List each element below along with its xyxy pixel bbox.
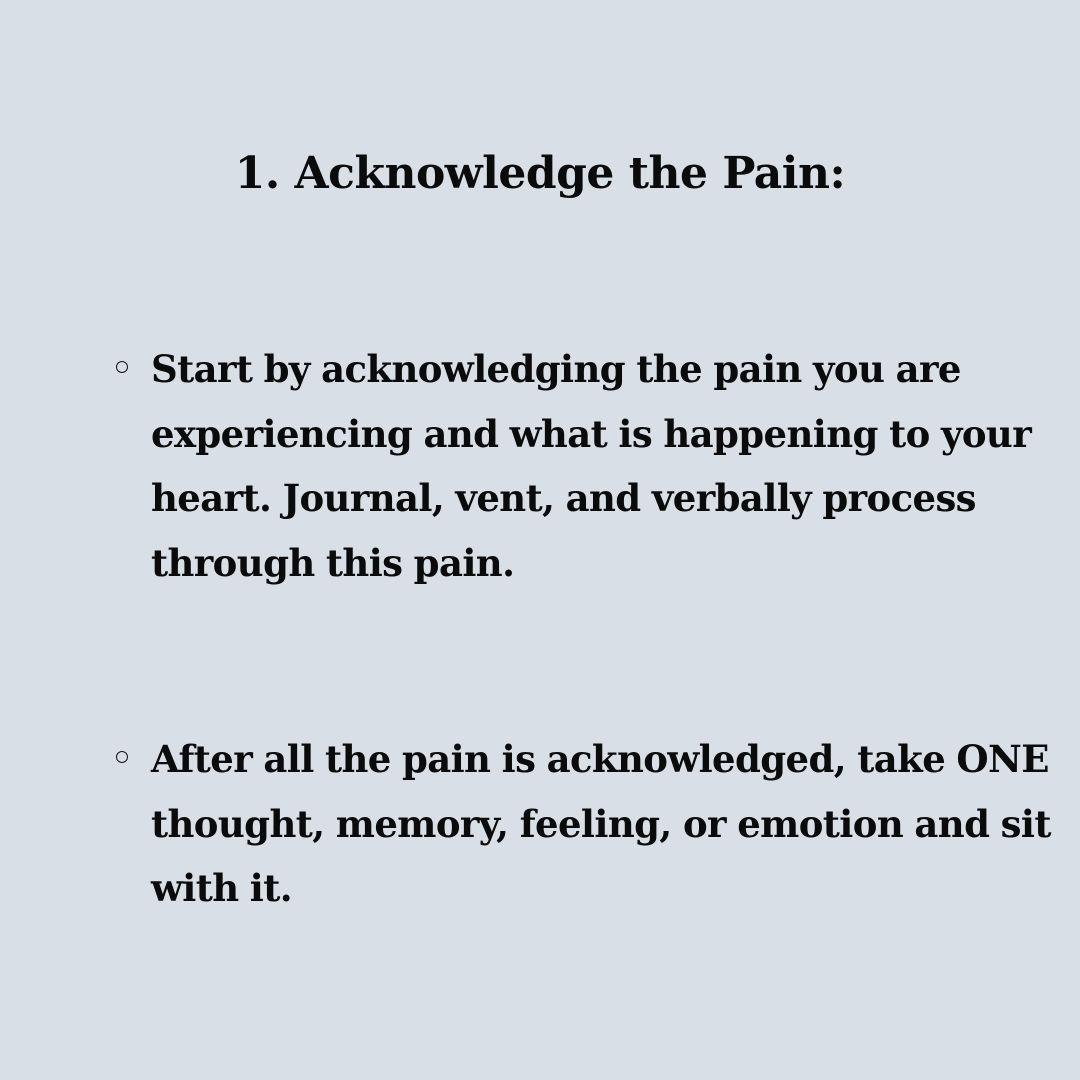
bullet-line: with it. [151, 866, 293, 910]
bullet-line: thought, memory, feeling, or emotion and sit [151, 801, 1051, 846]
bullet-line: After all the pain is acknowledged, take ONE [151, 737, 1049, 781]
hollow-circle-bullet-icon [116, 361, 128, 373]
hollow-circle-bullet-icon [116, 751, 128, 763]
bullet-line: heart. Journal, vent, and verbally process [151, 476, 976, 520]
bullet-item-sit-with-it [116, 727, 1051, 921]
slide-title: 1. Acknowledge the Pain: [234, 148, 846, 199]
bullet-text [151, 337, 1032, 595]
bullet-line: through this pain. [151, 540, 515, 585]
bullet-text [151, 727, 1051, 921]
bullet-line: experiencing and what is happening to your [151, 411, 1032, 456]
bullet-item-acknowledge [116, 337, 1032, 595]
bullet-line: Start by acknowledging the pain you are [151, 347, 961, 391]
